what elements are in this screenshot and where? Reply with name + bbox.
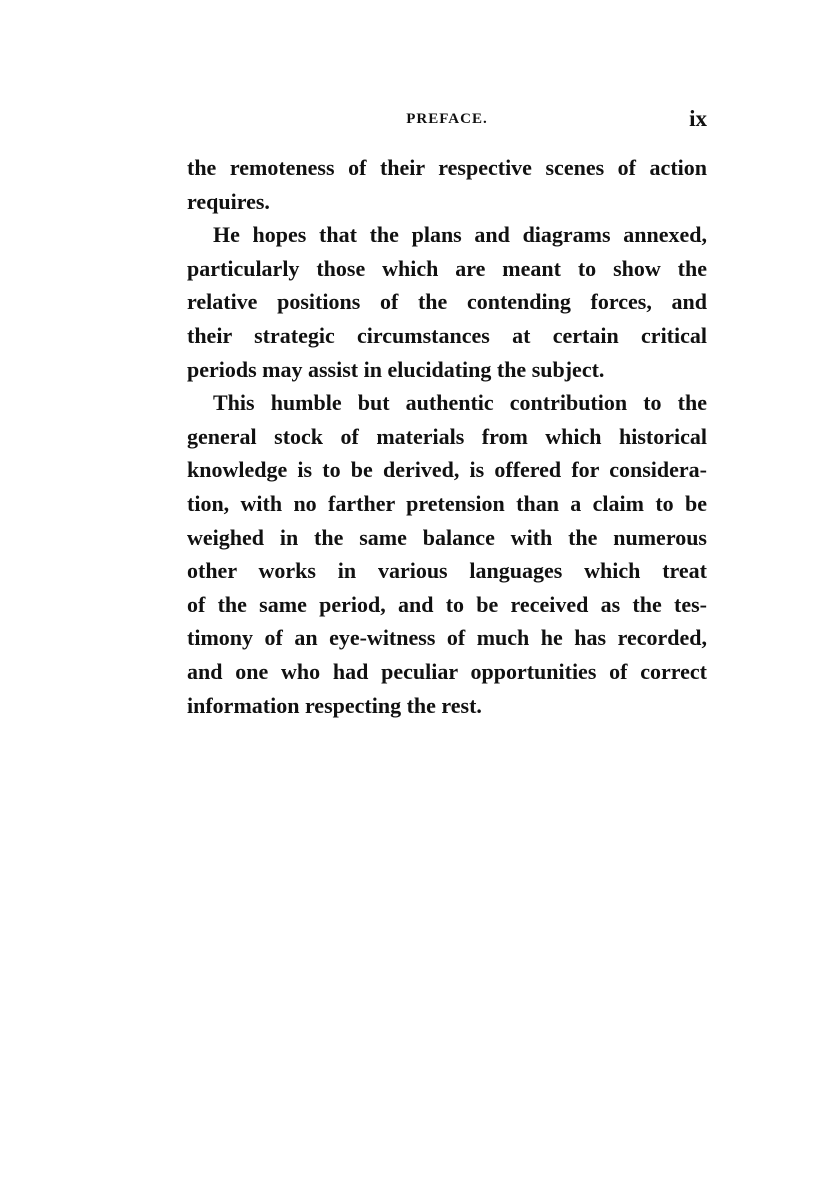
text-line: tion, with no farther pretension than a claim to be: [187, 490, 707, 516]
running-title: PREFACE.: [406, 111, 488, 127]
text-line: of the same period, and to be received as the tes-: [187, 591, 707, 617]
text-line: information respecting the rest.: [187, 692, 482, 718]
text-line: other works in various languages which treat: [187, 558, 707, 584]
text-line: periods may assist in elucidating the subject.: [187, 356, 605, 382]
text-line: timony of an eye-witness of much he has recorded,: [187, 625, 707, 651]
text-line: the remoteness of their respective scenes of action: [187, 155, 707, 180]
paragraph-first-line: This humble but authentic contribution to the: [213, 390, 707, 416]
text-line: particularly those which are meant to show the: [187, 255, 707, 281]
paragraph-first-line: He hopes that the plans and diagrams annexed,: [213, 222, 707, 248]
text-line: general stock of materials from which historical: [187, 423, 707, 449]
text-line: requires.: [187, 188, 270, 214]
running-head: [187, 108, 707, 134]
text-line: weighed in the same balance with the numerous: [187, 524, 707, 550]
text-line: and one who had peculiar opportunities of correct: [187, 658, 707, 684]
text-line: knowledge is to be derived, is offered for considera-: [187, 457, 707, 483]
text-line: relative positions of the contending forces, and: [187, 289, 707, 315]
page-number: ix: [689, 106, 707, 131]
text-line: their strategic circumstances at certain critical: [187, 322, 707, 348]
body-text: [187, 151, 707, 722]
